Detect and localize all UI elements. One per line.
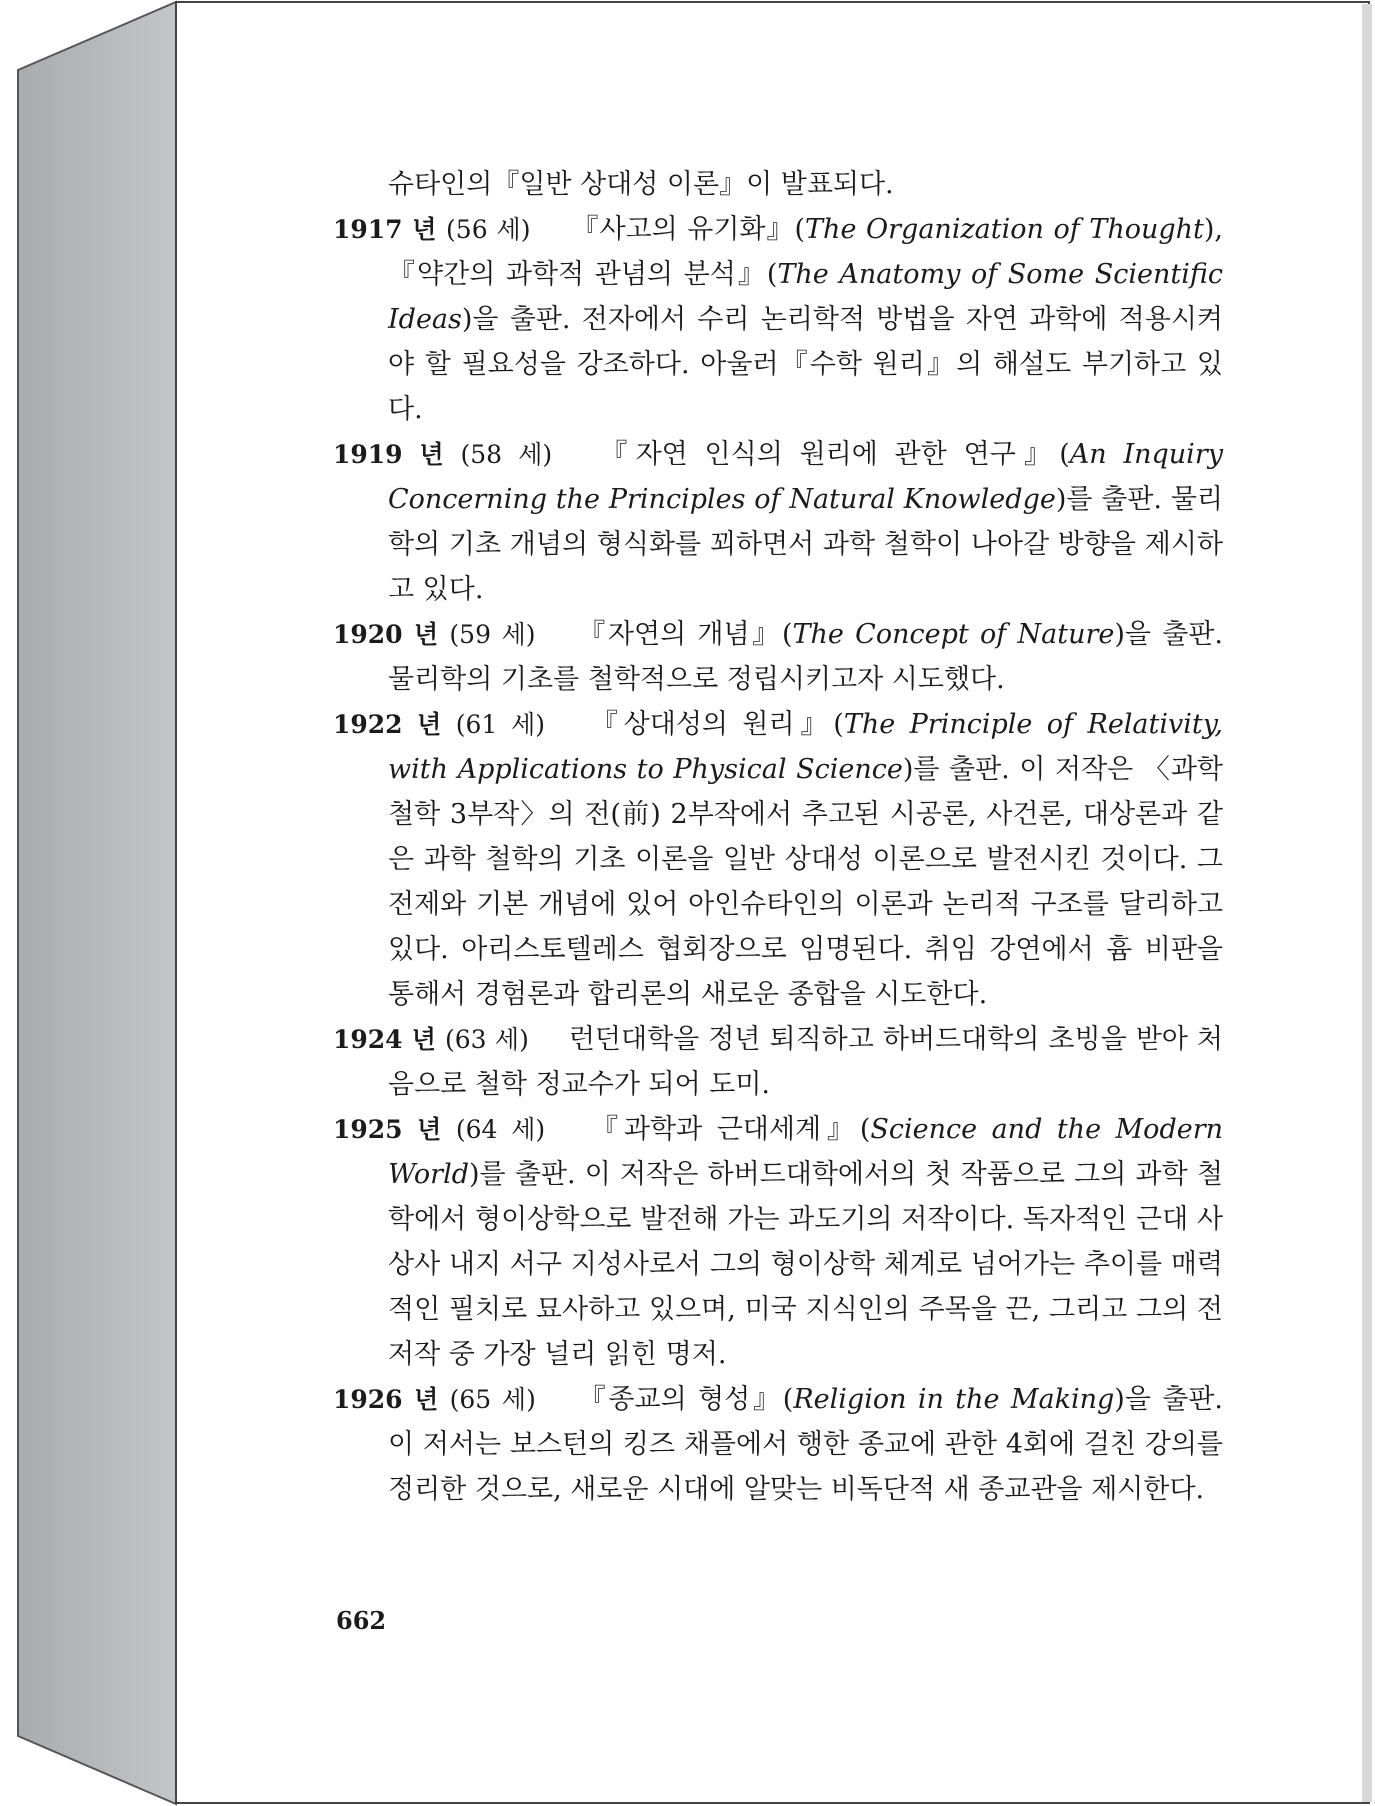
english-title: The Principle of Relativity, with Applications to Physical Science: [388, 709, 1224, 785]
entry-text: )을 출판. 전자에서 수리 논리학적 방법을 자연 과학에 적용시켜야 할 필요성을 강조하다. 아울러『수학 원리』의 해설도 부기하고 있다.: [388, 304, 1223, 425]
entry-age: (58 세): [460, 440, 553, 469]
entry-text: 『자연의 개념』(: [575, 619, 793, 650]
chronology-entry-1919: [333, 432, 1223, 612]
entry-age: (65 세): [449, 1385, 536, 1414]
entry-text: )을 출판. 물리학의 기초를 철학적으로 정립시키고자 시도했다.: [388, 619, 1223, 695]
book-spine: [18, 2, 176, 1804]
entry-text: ), 『약간의 과학적 관념의 분석』(: [388, 214, 1224, 290]
entry-age: (59 세): [449, 620, 536, 649]
english-title: Religion in the Making: [793, 1384, 1115, 1415]
entry-text: 『사고의 유기화』(: [570, 214, 806, 245]
entry-year: 1919 년: [333, 440, 444, 469]
entry-text: )을 출판. 이 저서는 보스턴의 킹즈 채플에서 행한 종교에 관한 4회에 걸친 강의를 정리한 것으로, 새로운 시대에 알맞는 비독단적 새 종교관을 제시한다.: [388, 1384, 1224, 1505]
entry-age: (56 세): [446, 215, 531, 244]
chronology-entry-1924: [333, 1017, 1223, 1107]
english-title: Science and the Modern World: [388, 1114, 1223, 1190]
english-title: The Anatomy of Some Scientific Ideas: [388, 259, 1223, 335]
english-title: An Inquiry Concerning the Principles of Natural Knowledge: [388, 439, 1223, 515]
entry-age: (64 세): [455, 1115, 546, 1144]
chronology-entry-1925: [333, 1107, 1223, 1377]
entry-year: 1924 년: [333, 1025, 436, 1054]
entry-age: (61 세): [455, 710, 545, 739]
chronology-entry-1922: [333, 702, 1223, 1017]
entry-text: )를 출판. 이 저작은 〈과학 철학 3부작〉의 전(前) 2부작에서 추고된 시공론, 사건론, 대상론과 같은 과학 철학의 기초 이론을 일반 상대성 이론으로 발전시킨 것이다. 그 전제와 기본 개념에 있어 아인슈타인의 이론과 논리적 구조를 달리하고 있다. 아리스토텔레스 협회장으로 임명된다. 취임 강연에서 흄 비판을 통해서 경험론과 합리론의 새로운 종합을 시도한다.: [388, 754, 1223, 1010]
entry-text: 『종교의 형성』(: [575, 1384, 794, 1415]
continued-line: 슈타인의『일반 상대성 이론』이 발표되다.: [388, 169, 894, 200]
entry-text: )를 출판. 이 저작은 하버드대학에서의 첫 작품으로 그의 과학 철학에서 형이상학으로 발전해 가는 과도기의 저작이다. 독자적인 근대 사상사 내지 서구 지성사로서 그의 형이상학 체계로 넘어가는 추이를 매력적인 필치로 묘사하고 있으며, 미국 지식인의 주목을 끈, 그리고 그의 전 저작 중 가장 널리 읽힌 명저.: [388, 1159, 1223, 1370]
chronology-entry-1926: [333, 1377, 1223, 1512]
document-body: [333, 162, 1223, 1512]
entry-text: 『상대성의 원리』(: [584, 709, 844, 740]
chronology-entry-1920: [333, 612, 1223, 702]
english-title: The Organization of Thought: [805, 214, 1204, 245]
entry-year: 1922 년: [333, 710, 442, 739]
entry-year: 1926 년: [333, 1385, 439, 1414]
entry-year: 1920 년: [333, 620, 439, 649]
page-right-shadow: [1362, 4, 1372, 1802]
entry-text: 『과학과 근대세계』(: [585, 1114, 871, 1145]
entry-text: 『자연 인식의 원리에 관한 연구』(: [592, 439, 1070, 470]
page-number: 662: [336, 1606, 387, 1635]
entry-text: 런던대학을 정년 퇴직하고 하버드대학의 초빙을 받아 처음으로 철학 정교수가 되어 도미.: [388, 1024, 1223, 1100]
english-title: The Concept of Nature: [792, 619, 1115, 650]
entry-year: 1925 년: [333, 1115, 442, 1144]
chronology-entry-1917: [333, 207, 1223, 432]
entry-text: )를 출판. 물리학의 기초 개념의 형식화를 꾀하면서 과학 철학이 나아갈 방향을 제시하고 있다.: [388, 484, 1223, 605]
entry-age: (63 세): [444, 1025, 529, 1054]
entry-year: 1917 년: [333, 215, 437, 244]
